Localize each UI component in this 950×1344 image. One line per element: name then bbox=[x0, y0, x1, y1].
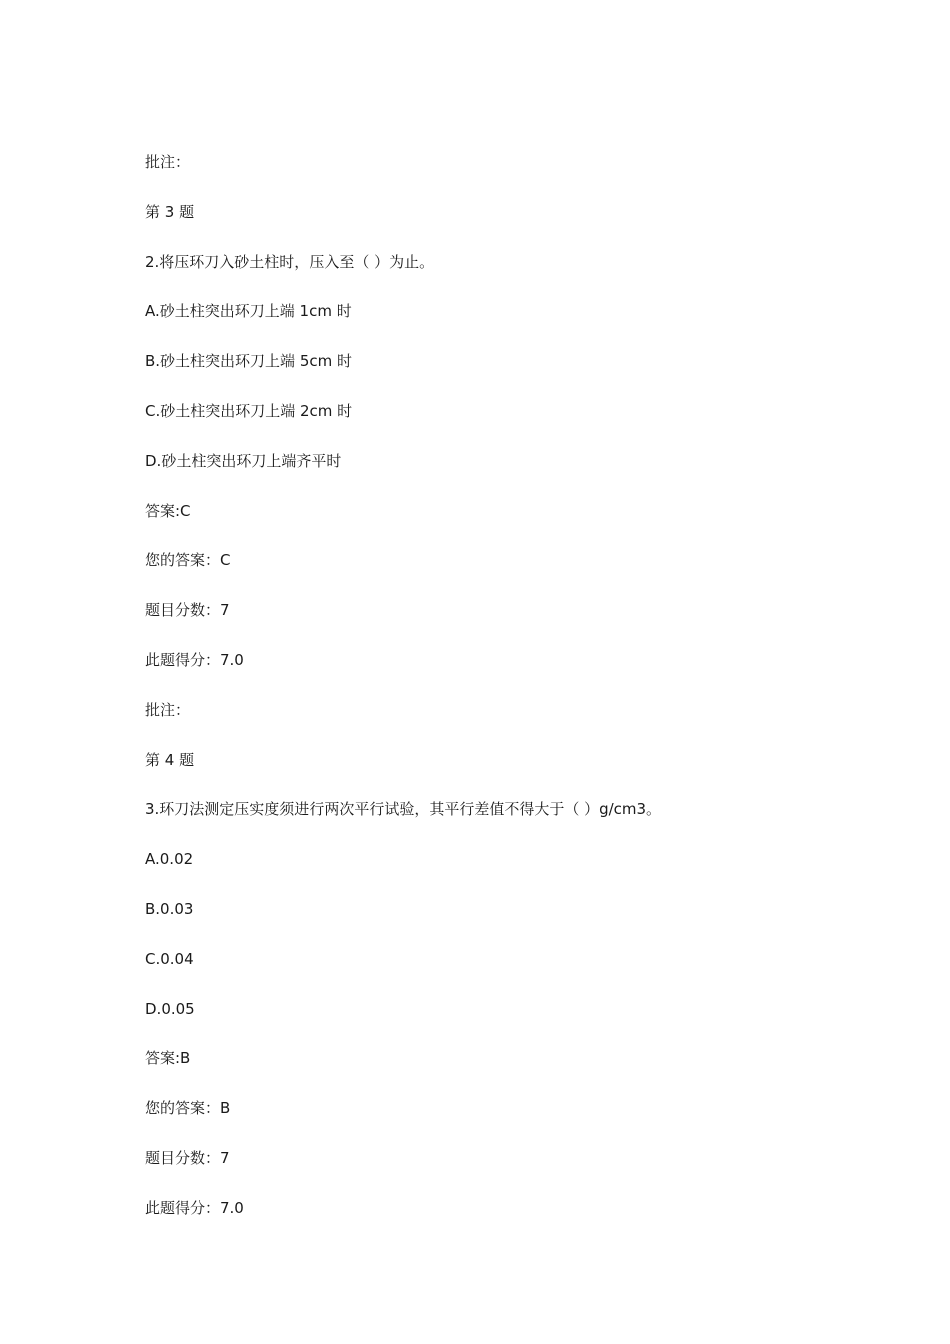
question-score: 题目分数：7 bbox=[145, 601, 230, 620]
comment-label: 批注： bbox=[145, 153, 191, 171]
question-number: 第 4 题 bbox=[145, 750, 195, 769]
correct-answer: 答案:C bbox=[145, 501, 191, 520]
question-number: 第 3 题 bbox=[145, 202, 195, 221]
your-answer: 您的答案：C bbox=[145, 551, 231, 570]
option-a: A.0.02 bbox=[145, 850, 194, 869]
option-c: C.0.04 bbox=[145, 949, 194, 968]
your-answer: 您的答案：B bbox=[145, 1099, 231, 1118]
option-d: D.砂土柱突出环刀上端齐平时 bbox=[145, 451, 342, 470]
score-earned: 此题得分：7.0 bbox=[145, 650, 244, 669]
correct-answer: 答案:B bbox=[145, 1049, 191, 1068]
option-a: A.砂土柱突出环刀上端 1cm 时 bbox=[145, 302, 352, 321]
option-c: C.砂土柱突出环刀上端 2cm 时 bbox=[145, 401, 353, 420]
comment-label: 批注： bbox=[145, 700, 191, 719]
question-text: 3.环刀法测定压实度须进行两次平行试验，其平行差值不得大于（ ）g/cm3。 bbox=[145, 800, 662, 819]
document-body bbox=[145, 151, 845, 1247]
question-score: 题目分数：7 bbox=[145, 1148, 230, 1167]
option-b: B.0.03 bbox=[145, 899, 194, 918]
score-earned: 此题得分：7.0 bbox=[145, 1198, 244, 1217]
option-d: D.0.05 bbox=[145, 999, 195, 1018]
option-b: B.砂土柱突出环刀上端 5cm 时 bbox=[145, 352, 352, 371]
question-text: 2.将压环刀入砂土柱时，压入至（ ）为止。 bbox=[145, 252, 435, 271]
